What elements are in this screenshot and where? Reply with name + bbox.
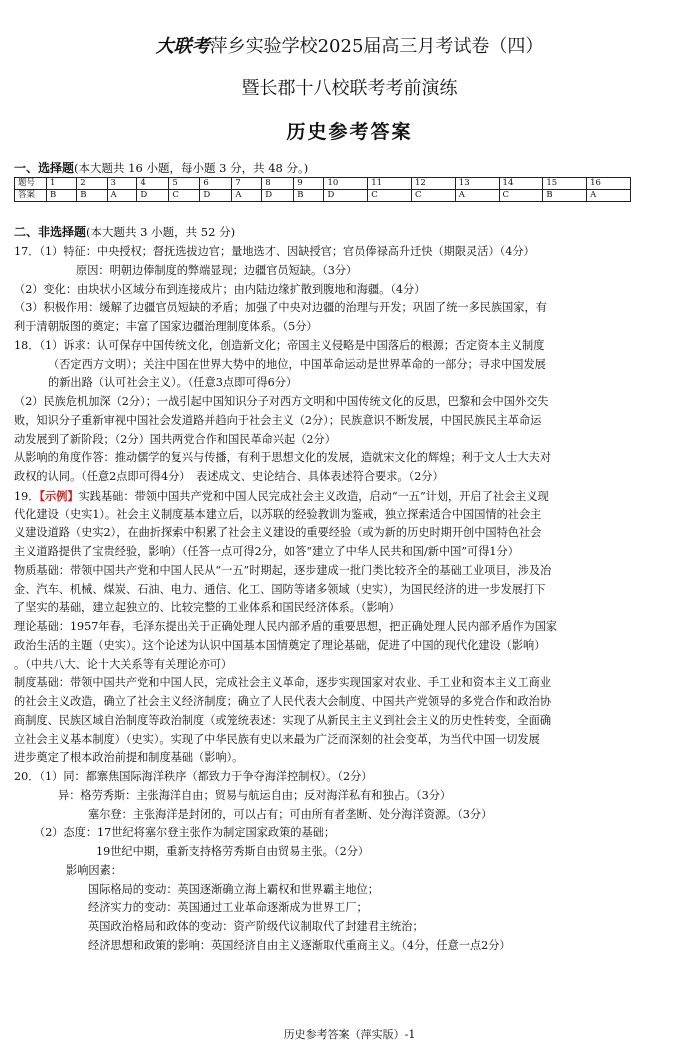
answer-cell: A	[232, 190, 262, 202]
question-number-cell: 6	[200, 178, 232, 190]
answer-line	[14, 374, 686, 393]
answer-cell: C	[499, 190, 543, 202]
answer-line	[14, 862, 686, 881]
question-number-cell: 10	[324, 178, 368, 190]
answer-line	[14, 318, 686, 337]
answer-line	[14, 337, 686, 356]
answer-line-text: 18．（1）诉求：认可保存中国传统文化，创造新文化；帝国主义侵略是中国落后的根源；否定资本主义制度	[14, 338, 545, 352]
question-number-cell: 8	[262, 178, 294, 190]
answer-line-text: 政治生活的主题（史实）。这个论述为认识中国基本国情奠定了理论基础，促进了中国的现代化建设（影响）	[14, 638, 546, 652]
section-2-heading	[14, 225, 235, 239]
answer-line	[14, 656, 686, 675]
answer-line-text: （3）积极作用：缓解了边疆官员短缺的矛盾；加强了中央对边疆的治理与开发；巩固了统一多民族国家，有	[14, 301, 547, 315]
answer-line	[14, 806, 686, 825]
exam-subtitle: 暨长郡十八校联考考前演练	[241, 78, 458, 99]
answer-line	[14, 674, 686, 693]
brand-logo-text: 大联考	[155, 36, 210, 57]
answer-line-text: 异：格劳秀斯：主张海洋自由；贸易与航运自由；反对海洋私有和独占。（3分）	[58, 788, 452, 802]
answer-line-text: 经济思想和政策的影响：英国经济自由主义逐渐取代重商主义。（4分，任意一点2分）	[88, 938, 511, 952]
answer-line	[14, 918, 686, 937]
answer-line	[14, 824, 686, 843]
answer-line	[14, 749, 686, 768]
answer-line-text: 败，知识分子重新审视中国社会发道路并趋向于社会主义（2分）；民族意识不断发展，中国民族民主革命运	[14, 413, 542, 427]
answer-body	[14, 243, 686, 956]
question-number-cell: 15	[543, 178, 587, 190]
question-number-cell: 13	[455, 178, 499, 190]
answer-line-text: 国际格局的变动：英国逐渐确立海上霸权和世界霸主地位；	[88, 882, 379, 896]
answer-cell: D	[324, 190, 368, 202]
answer-table-answer-row	[15, 190, 631, 202]
section-2-label: 二、非选择题	[14, 225, 87, 239]
answer-table-number-row	[15, 178, 631, 190]
answer-line	[14, 581, 686, 600]
answer-line	[14, 693, 686, 712]
answer-line	[14, 449, 686, 468]
answer-line-text: 利于清朝版图的奠定；丰富了国家边疆治理制度体系。（5分）	[14, 320, 318, 333]
answer-line-text: 实践基础：带领中国共产党和中国人民完成社会主义改造，启动“一五”计划，开启了社会主义现	[78, 489, 549, 503]
row-label-number: 题号	[15, 178, 47, 190]
answer-line	[14, 299, 686, 318]
section-1-label: 一、选择题	[14, 161, 75, 175]
row-label-answer: 答案	[15, 190, 47, 202]
answer-line-text: 英国政治格局和政体的变动：资产阶级代议制取代了封建君主统治；	[88, 920, 424, 933]
answer-cell: A	[455, 190, 499, 202]
answer-line-text: 金、汽车、机械、煤炭、石油、电力、通信、化工、国防等诸多领域（史实），为国民经济的进一步发展打下	[14, 582, 546, 596]
question-number-cell: 16	[587, 178, 631, 190]
answer-line	[14, 843, 686, 862]
answer-line	[14, 262, 686, 281]
question-number-cell: 1	[47, 178, 77, 190]
document-title: 历史参考答案	[286, 121, 413, 143]
answer-line-text: 主义道路提供了宝贵经验，影响）（任答一点可得2分，如答“建立了中华人民共和国/新中国”可得1分）	[14, 545, 519, 558]
answer-line-text: （否定西方文明）；关注中国在世界大势中的地位，中国革命运动是世界革命的一部分；寻求中国发展	[48, 357, 546, 371]
answer-line	[14, 393, 686, 412]
answer-cell: D	[200, 190, 232, 202]
answer-line	[14, 487, 686, 506]
answer-line	[14, 599, 686, 618]
answer-line-text: （2）变化：由块状小区域分布到连接成片；由内陆边缘扩散到腹地和海疆。（4分）	[14, 282, 426, 296]
answer-line-text: 17．（1）特征：中央授权；督抚选拔边官；量地选才、因缺授官；官员俸禄高升迁快（期限灵活）（4分）	[14, 245, 535, 258]
answer-line-text: 进步奠定了根本政治前提和制度基础（影响）。	[14, 751, 244, 765]
question-number-cell: 2	[77, 178, 107, 190]
answer-line-text: （2）民族危机加深（2分）；一战引起中国知识分子对西方文明和中国传统文化的反思，巴黎和会中国外交失	[14, 395, 549, 408]
answer-line	[14, 281, 686, 300]
answer-line	[14, 543, 686, 562]
answer-cell: B	[294, 190, 324, 202]
question-number-cell: 12	[412, 178, 456, 190]
answer-line-text: 影响因素：	[66, 863, 122, 877]
page-footer: 历史参考答案（萍实版）-1	[283, 1028, 416, 1041]
answer-line-text: 经济实力的变动：英国通过工业革命逐渐成为世界工厂；	[88, 901, 368, 915]
answer-line-text: 的社会主义改造，确立了社会主义经济制度；确立了人民代表大会制度、中国共产党领导的多党合作和政治协	[14, 695, 552, 708]
answer-line	[14, 468, 686, 487]
question-number: 19．	[14, 489, 40, 503]
answer-line-text: 政权的认同。（任意2点即可得4分） 表述成文、史论结合、具体表述符合要求。（2分）	[14, 470, 444, 483]
answer-cell: A	[587, 190, 631, 202]
answer-line-text: 物质基础：带领中国共产党和中国人民从“一五”时期起，逐步建成一批门类比较齐全的基础工业项目，涉及冶	[14, 563, 552, 577]
answer-line-text: 原因：明朝边俸制度的弊端显现；边疆官员短缺。（3分）	[76, 263, 358, 277]
answer-line-text: 从影响的角度作答：推动儒学的复兴与传播，有利于思想文化的发展，造就宋文化的辉煌；利于文人士大夫对	[14, 451, 552, 465]
answer-line-text: 代化建设（史实1）。社会主义制度基本建立后，以苏联的经验教训为鉴戒，独立探索适合中国国情的社会主	[14, 507, 542, 521]
exam-title-text: 萍乡实验学校2025届高三月考试卷（四）	[209, 36, 544, 57]
section-1-note: (本大题共 16 小题，每小题 3 分，共 48 分。)	[74, 161, 309, 175]
exam-title	[0, 36, 699, 58]
answer-line	[14, 937, 686, 956]
answer-line	[14, 881, 686, 900]
answer-line-text: （2）态度：17世纪将塞尔登主张作为制定国家政策的基础；	[34, 826, 336, 840]
answer-cell: B	[47, 190, 77, 202]
answer-line-text: 理论基础：1957年春，毛泽东提出关于正确处理人民内部矛盾的重要思想，把正确处理人民内部矛盾作为国家	[14, 620, 558, 633]
answer-line	[14, 431, 686, 450]
answer-line-text: 义建设道路（史实2），在曲折探索中积累了社会主义建设的重要经验（或为新的历史时期开创中国特色社会	[14, 526, 542, 540]
answer-line-text: 立社会主义基本制度）（史实）。实现了中华民族有史以来最为广泛而深刻的社会变革，为当代中国一切发展	[14, 732, 540, 746]
answer-cell: C	[368, 190, 412, 202]
answer-cell: B	[77, 190, 107, 202]
answer-line-text: 的新出路（认可社会主义）。（任意3点即可得6分）	[48, 376, 298, 390]
answer-line	[14, 768, 686, 787]
question-number-cell: 3	[107, 178, 137, 190]
answer-line	[14, 412, 686, 431]
answer-line-text: 制度基础：带领中国共产党和中国人民，完成社会主义革命，逐步实现国家对农业、手工业和资本主义工商业	[14, 676, 552, 690]
section-2-note: (本大题共 3 小题，共 52 分)	[86, 225, 236, 239]
answer-cell: A	[107, 190, 137, 202]
question-number-cell: 7	[232, 178, 262, 190]
answer-line	[14, 506, 686, 525]
answer-cell: B	[543, 190, 587, 202]
answer-line-text: 20．（1）同：都寨焦国际海洋秩序（都致力于争夺海洋控制权）。（2分）	[14, 770, 373, 783]
answer-line-text: 塞尔登：主张海洋是封闭的，可以占有；可由所有者垄断、处分海洋资源。（3分）	[88, 807, 493, 821]
answer-line	[14, 524, 686, 543]
question-number-cell: 9	[294, 178, 324, 190]
question-number-cell: 4	[137, 178, 169, 190]
answer-line-text: 动发展到了新阶段；（2分）国共两党合作和国民革命兴起（2分）	[14, 432, 336, 446]
answer-line	[14, 787, 686, 806]
answer-line	[14, 712, 686, 731]
answer-line	[14, 618, 686, 637]
answer-table	[14, 177, 631, 202]
answer-cell: D	[262, 190, 294, 202]
answer-line	[14, 243, 686, 262]
answer-line	[14, 356, 686, 375]
example-tag: 【示例】	[39, 488, 79, 503]
answer-line	[14, 637, 686, 656]
question-number-cell: 11	[368, 178, 412, 190]
answer-line-text: 19世纪中期，重新支持格劳秀斯自由贸易主张。（2分）	[96, 845, 370, 858]
question-number-cell: 14	[499, 178, 543, 190]
answer-cell: D	[137, 190, 169, 202]
answer-line	[14, 731, 686, 750]
answer-cell: C	[169, 190, 200, 202]
section-1-heading	[14, 161, 308, 175]
answer-line-text: 商制度、民族区域自治制度等政治制度（或笼统表述：实现了从新民主主义到社会主义的历史性转变，全面确	[14, 713, 552, 727]
answer-line-text: 。（中共八大、论十大关系等有关理论亦可）	[14, 657, 233, 671]
answer-line	[14, 899, 686, 918]
answer-line	[14, 562, 686, 581]
question-number-cell: 5	[169, 178, 200, 190]
answer-line-text: 了坚实的基础，建立起独立的、比较完整的工业体系和国民经济体系。（影响）	[14, 601, 400, 615]
answer-cell: C	[412, 190, 456, 202]
